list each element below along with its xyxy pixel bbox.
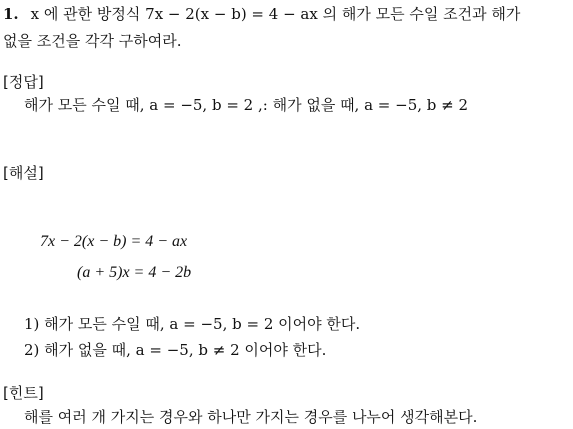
answer-header: [정답]: [3, 73, 44, 91]
problem-line-2: 없을 조건을 각각 구하여라.: [3, 32, 182, 50]
answer-text: 해가 모든 수일 때, a = −5, b = 2 ,: 해가 없을 때, a = −5, b ≠ 2: [24, 96, 469, 114]
hint-header: [힌트]: [3, 384, 44, 402]
problem-number: 1.: [3, 5, 19, 23]
problem-text-1: x 에 관한 방정식 7x − 2(x − b) = 4 − ax 의 해가 모든 수일 조건과 해가: [30, 5, 521, 23]
solution-step-2: 2) 해가 없을 때, a = −5, b ≠ 2 이어야 한다.: [24, 341, 327, 359]
problem-line-1: [3, 4, 520, 24]
equation-1: 7x − 2(x − b) = 4 − ax: [40, 233, 188, 250]
solution-step-1: 1) 해가 모든 수일 때, a = −5, b = 2 이어야 한다.: [24, 315, 361, 333]
equation-2: (a + 5)x = 4 − 2b: [77, 264, 192, 281]
hint-text: 해를 여러 개 가지는 경우와 하나만 가지는 경우를 나누어 생각해본다.: [24, 408, 478, 426]
solution-header: [해설]: [3, 164, 44, 182]
